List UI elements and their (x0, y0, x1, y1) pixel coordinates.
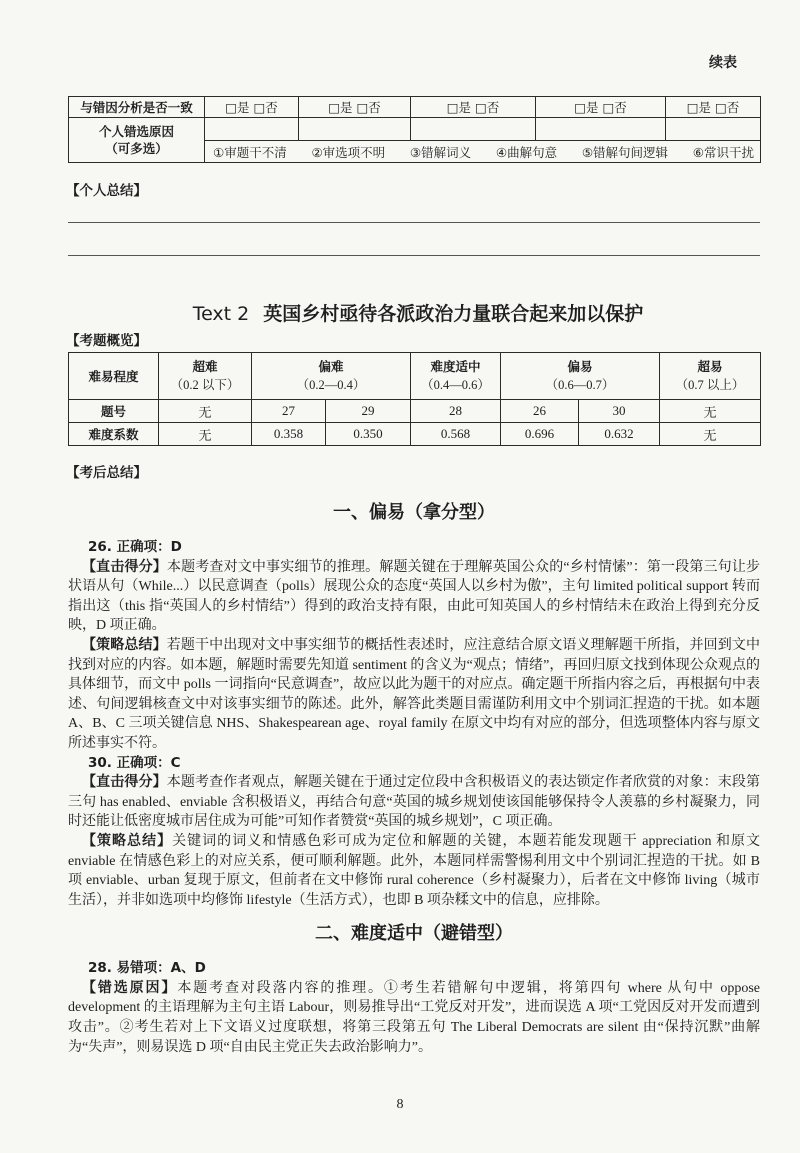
reason-blank-cell (411, 118, 536, 141)
summary-writing-line (68, 255, 760, 256)
consistency-checkbox-cell: □是 □否 (666, 97, 761, 118)
level-name: 难度适中 (430, 359, 481, 374)
consistency-checkbox-cell: □是 □否 (536, 97, 666, 118)
difficulty-table (68, 352, 761, 446)
level-name: 偏易 (567, 359, 593, 374)
consistency-checkbox-cell: □是 □否 (299, 97, 411, 118)
difficulty-coefficient: 无 (159, 423, 252, 446)
reason-option: ⑤错解句间逻辑 (581, 144, 669, 160)
text-number: Text 2 (192, 303, 250, 325)
difficulty-level (252, 353, 411, 400)
reason-label: 个人错选原因 (98, 124, 174, 139)
paragraph-label: 【直击得分】 (82, 774, 167, 791)
difficulty-header-row (69, 353, 761, 400)
question-number: 28 (411, 400, 501, 423)
text-title-chinese: 英国乡村亟待各派政治力量联合起来加以保护 (263, 303, 644, 325)
reason-label-cell (69, 118, 205, 163)
question-number: 30 (579, 400, 660, 423)
analysis-paragraph (68, 636, 760, 754)
question-number-label: 题号 (69, 400, 159, 423)
page-number: 8 (396, 1097, 404, 1112)
level-range: （0.6—0.7） (545, 378, 615, 392)
reason-blank-cell (536, 118, 666, 141)
consistency-row (69, 97, 761, 118)
coefficient-row (69, 423, 761, 446)
paragraph-label: 【策略总结】 (82, 832, 173, 849)
analysis-paragraph (68, 832, 760, 910)
reason-blank-cell (205, 118, 299, 141)
error-analysis-table (68, 96, 761, 163)
analysis-paragraph (68, 558, 760, 636)
question-number: 29 (326, 400, 411, 423)
question-answer-title: 28. 易错项：A、D (88, 960, 206, 977)
level-range: （0.4—0.6） (421, 378, 490, 392)
consistency-checkbox-cell: □是 □否 (205, 97, 299, 118)
difficulty-level (159, 353, 252, 400)
question-number-row (69, 400, 761, 423)
level-range: （0.7 以上） (675, 378, 745, 392)
overview-label: 【考题概览】 (66, 333, 147, 349)
paragraph-text: 关键词的词义和情感色彩可成为定位和解题的关键，本题若能发现题干 appreciation 和原文 enviable 在情感色彩上的对应关系，便可顺利解题。此外，本题同样需警惕利用文中个别词汇捏造的干扰。如 B 项 enviable、urban 复现于原文，但前者在文中修饰 rural coherence（乡村凝聚力），后者在文中修饰 living（城市生活），并非如选项中均修饰 lifestyle（生活方式），也即 B 项杂糅文中的信息，应排除。 (68, 833, 761, 908)
reason-row (69, 118, 761, 141)
coefficient-label: 难度系数 (69, 423, 159, 446)
question-number: 26 (501, 400, 579, 423)
summary-writing-line (68, 222, 760, 223)
level-name: 超难 (192, 359, 218, 374)
consistency-checkbox-cell: □是 □否 (411, 97, 536, 118)
difficulty-level (411, 353, 501, 400)
difficulty-coefficient: 0.350 (326, 423, 411, 446)
reason-note: （可多选） (105, 141, 168, 156)
reason-option: ④曲解句意 (495, 144, 558, 160)
difficulty-level (660, 353, 761, 400)
difficulty-coefficient: 0.696 (501, 423, 579, 446)
reason-option: ③错解词义 (409, 144, 472, 160)
difficulty-coefficient: 0.568 (411, 423, 501, 446)
level-name: 超易 (697, 359, 723, 374)
level-name: 偏难 (318, 359, 344, 374)
reason-option: ①审题干不清 (213, 144, 287, 160)
reason-option: ②审选项不明 (311, 144, 386, 160)
paragraph-label: 【错选原因】 (82, 979, 178, 996)
paragraph-label: 【策略总结】 (82, 636, 167, 653)
table-continued-label: 续表 (709, 55, 737, 71)
level-range: （0.2—0.4） (296, 378, 366, 392)
section-heading: 一、偏易（拿分型） (333, 502, 495, 523)
post-exam-label: 【考后总结】 (66, 465, 147, 481)
question-number: 无 (660, 400, 761, 423)
difficulty-level (501, 353, 660, 400)
personal-summary-label: 【个人总结】 (66, 183, 147, 199)
analysis-body (68, 496, 760, 1057)
reason-options (205, 143, 760, 161)
text-title (68, 299, 768, 326)
question-answer-title: 30. 正确项：C (88, 754, 181, 771)
paragraph-text: 本题考查作者观点，解题关键在于通过定位段中含积极语义的表达锁定作者欣赏的对象：末段第三句 has enabled、enviable 含积极语义，再结合句意“英国的城乡规划使该国能够保持令人羡慕的乡村凝聚力，同时还能让低密度城市居住成为可能”可知作者赞赏“英国的城乡规划”，C 项正确。 (68, 775, 760, 830)
difficulty-coefficient: 0.632 (579, 423, 660, 446)
difficulty-coefficient: 0.358 (252, 423, 326, 446)
reason-option: ⑥常识干扰 (692, 144, 754, 160)
paragraph-text: 本题考查对文中事实细节的推理。解题关键在于理解英国公众的“乡村情愫”：第一段第三句让步状语从句（While...）以民意调查（polls）展现公众的态度“英国人以乡村为傲”，主句 limited political support 转而指出这（this 指“英国人的乡村情结”）得到的政治支持有限，由此可知英国人的乡村情结未在政治上得到充分反映，D 项正确。 (68, 559, 760, 634)
paragraph-text: 若题干中出现对文中事实细节的概括性表述时，应注意结合原文语义理解题干所指，并回到文中找到对应的内容。如本题，解题时需要先知道 sentiment 的含义为“观点；情绪”，再回归原文找到体现公众观点的具体细节，而文中 polls 一词指向“民意调查”，故应以此为题干的对应点。确定题干所指内容之后，再根据句中表述、句间逻辑核查文中对该事实细节的陈述。此外，解答此类题目需谨防利用文中个别词汇捏造的干扰。如本题 A、B、C 三项关键信息 NHS、Shakespearean age、royal family 在原文中均有对应的部分，但选项整体内容与原文所述事实不符。 (68, 637, 760, 751)
level-range: （0.2 以下） (170, 378, 240, 392)
paragraph-text: 本题考查对段落内容的推理。①考生若错解句中逻辑，将第四句 where 从句中 oppose development 的主语理解为主句主语 Labour，则易推导出“工党反对开发”，进而误选 A 项“工党因反对开发而遭到攻击”。②考生若对上下文语义过度联想，将第三段第五句 The Liberal Democrats are silent 由“保持沉默”曲解为“失声”，则易误选 D 项“自由民主党正失去政治影响力”。 (68, 980, 760, 1055)
paragraph-label: 【直击得分】 (82, 558, 167, 575)
question-answer-title: 26. 正确项：D (88, 539, 182, 555)
analysis-paragraph (68, 773, 760, 832)
reason-blank-cell (666, 118, 761, 141)
section-heading: 二、难度适中（避错型） (315, 923, 513, 945)
question-number: 27 (252, 400, 326, 423)
reason-blank-cell (299, 118, 411, 141)
consistency-label: 与错因分析是否一致 (69, 97, 205, 118)
difficulty-header-label: 难易程度 (69, 353, 159, 400)
analysis-paragraph (68, 979, 760, 1057)
reason-options-cell (205, 141, 761, 163)
question-number: 无 (159, 400, 252, 423)
difficulty-coefficient: 无 (660, 423, 761, 446)
